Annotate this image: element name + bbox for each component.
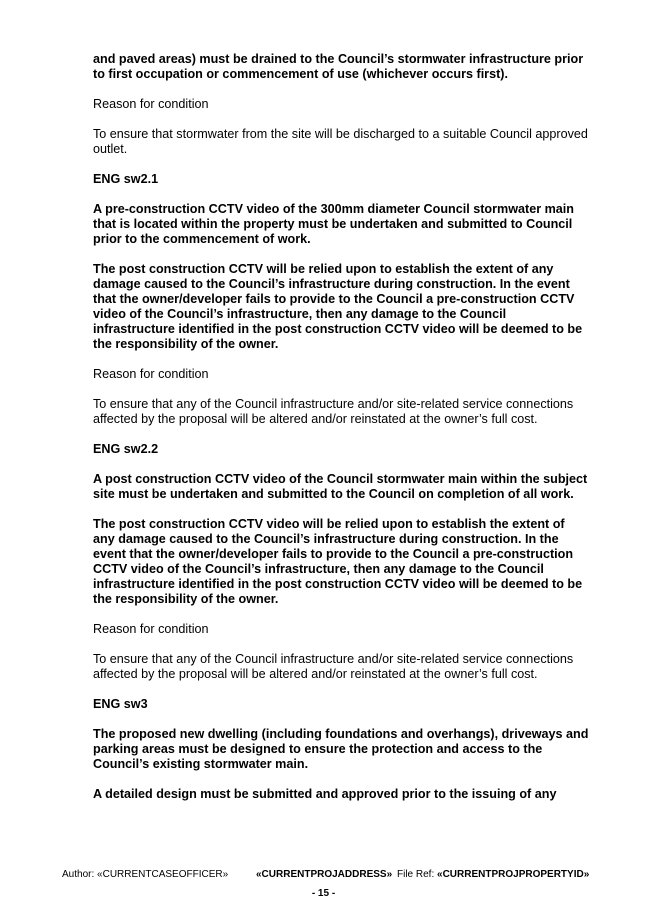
paragraph-post-construction-cctv: The post construction CCTV video will be relied upon to establish the extent of any damage caused to the Council’s infrastructure during construction. In the event that the owner/developer fails to provide to the Council a pre-construction CCTV video of the Council’s infrastructure, then any damage to the Council infrastructure identified in the post construction CCTV video will be deemed to be the responsibility of the owner.	[93, 517, 583, 606]
condition-heading-sw3: ENG sw3	[93, 697, 148, 711]
paragraph-detailed-design: A detailed design must be submitted and approved prior to the issuing of any	[93, 787, 557, 801]
footer-address: «CURRENTPROJADDRESS»	[256, 869, 393, 880]
paragraph-reason-text: To ensure that stormwater from the site will be discharged to a suitable Council approved outlet.	[93, 127, 588, 156]
footer-file-ref	[397, 868, 589, 881]
paragraph-post-construction-cctv: The post construction CCTV will be relied upon to establish the extent of any damage caused to the Council’s infrastructure during construction. In the event that the owner/developer fails to provide to the Council a pre-construction CCTV video of the Council’s infrastructure, then any damage to the Council infrastructure identified in the post construction CCTV video will be deemed to be the responsibility of the owner.	[93, 262, 583, 351]
paragraph-reason-text: To ensure that any of the Council infrastructure and/or site-related service connections affected by the proposal will be altered and/or reinstated at the owner’s full cost.	[93, 652, 574, 681]
paragraph-post-construction-video: A post construction CCTV video of the Council stormwater main within the subject site must be undertaken and submitted to the Council on completion of all work.	[93, 472, 588, 501]
footer-author-label: Author:	[62, 869, 95, 880]
condition-heading-sw2-1: ENG sw2.1	[93, 172, 159, 186]
paragraph-dwelling-design: The proposed new dwelling (including foundations and overhangs), driveways and parking areas must be designed to ensure the protection and access to the Council’s existing stormwater main.	[93, 727, 589, 771]
footer-file-ref-value: «CURRENTPROJPROPERTYID»	[437, 869, 590, 880]
page-number: - 15 -	[311, 888, 336, 899]
footer-author-value: «CURRENTCASEOFFICER»	[97, 869, 229, 880]
footer-author	[62, 868, 228, 881]
paragraph-reason-text: To ensure that any of the Council infrastructure and/or site-related service connections affected by the proposal will be altered and/or reinstated at the owner’s full cost.	[93, 397, 574, 426]
paragraph-pre-construction-cctv: A pre-construction CCTV video of the 300mm diameter Council stormwater main that is located within the property must be undertaken and submitted to Council prior to the commencement of work.	[93, 202, 574, 246]
condition-heading-sw2-2: ENG sw2.2	[93, 442, 159, 456]
document-body	[93, 52, 589, 817]
footer-file-ref-label: File Ref:	[397, 869, 435, 880]
paragraph-reason-heading: Reason for condition	[93, 367, 209, 381]
paragraph-reason-heading: Reason for condition	[93, 97, 209, 111]
paragraph-drainage-continued: and paved areas) must be drained to the Council’s stormwater infrastructure prior to first occupation or commencement of use (whichever occurs first).	[93, 52, 584, 81]
paragraph-reason-heading: Reason for condition	[93, 622, 209, 636]
